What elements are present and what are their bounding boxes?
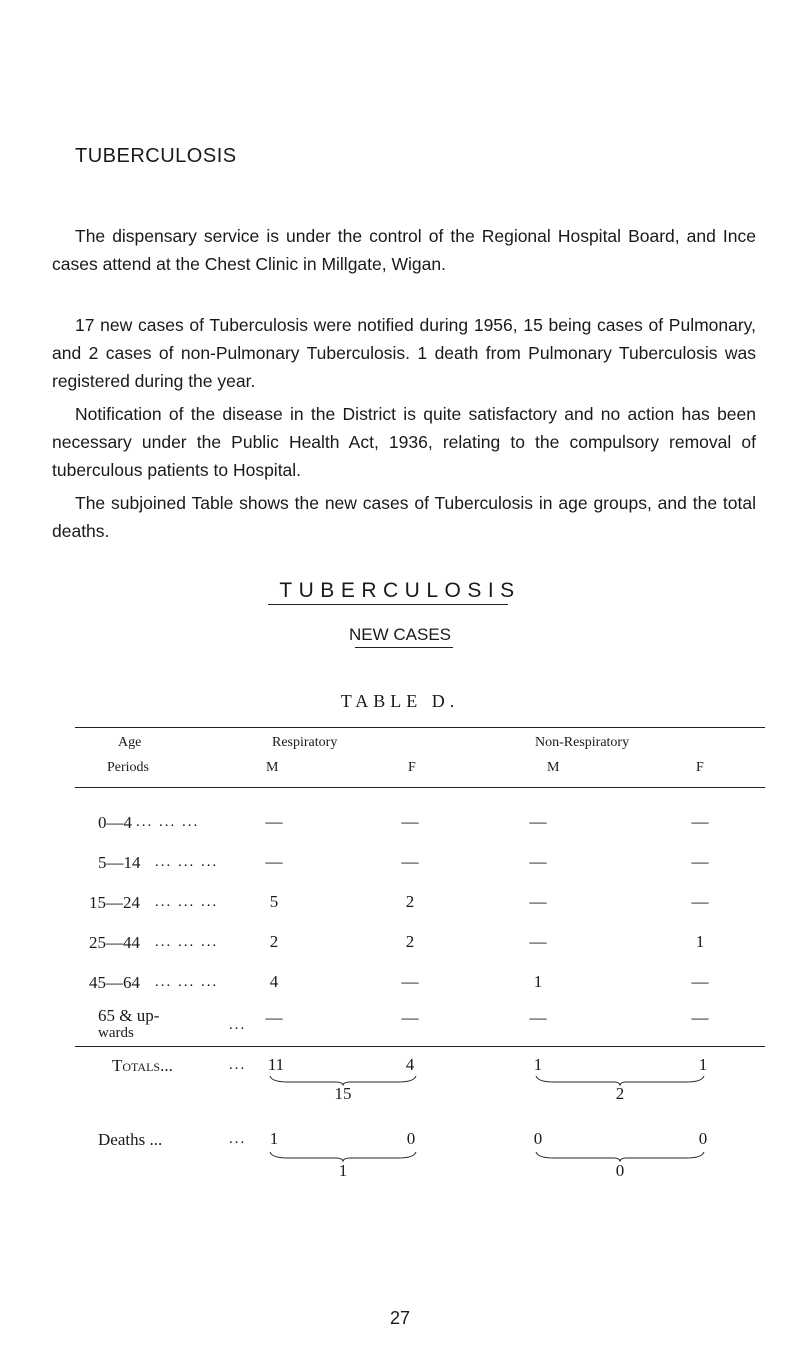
row-leader-dots: ... ... ... (155, 854, 219, 870)
deaths-resp-sum: 1 (338, 1161, 348, 1180)
row-leader-dots: ... ... ... (155, 974, 219, 990)
deaths-leader-dots: ... (229, 1131, 247, 1147)
cell-non-f: — (691, 892, 709, 911)
cell-resp-f: — (401, 972, 419, 991)
deaths-non-m: 0 (533, 1129, 543, 1148)
row-leader-dots: ... ... ... (136, 814, 200, 830)
cell-non-f: — (691, 1008, 709, 1027)
row-label: 45—64 (89, 973, 140, 992)
table-title-underline (268, 604, 508, 605)
header-resp-f: F (408, 760, 416, 775)
totals-leader-dots: ... (229, 1057, 247, 1073)
cell-non-m: — (529, 932, 547, 951)
cell-resp-f: 2 (405, 932, 415, 951)
cell-non-m: — (529, 852, 547, 871)
cell-non-f: 1 (695, 932, 705, 951)
paragraph-table-intro: The subjoined Table shows the new cases of Tuberculosis in age groups, and the total deaths. (52, 493, 756, 541)
row-label: 5—14 (98, 853, 141, 872)
deaths-resp-m: 1 (269, 1129, 279, 1148)
cell-resp-m: 2 (269, 932, 279, 951)
deaths-resp-f: 0 (406, 1129, 416, 1148)
totals-non-f: 1 (698, 1055, 708, 1074)
paragraph-notification: Notification of the disease in the District is quite satisfactory and no action has been necessary under the Public Health Act, 1936, relating to the compulsory removal of tuberculous patients to Hospital. (52, 404, 756, 480)
row-label: 25—44 (89, 933, 140, 952)
deaths-non-f: 0 (698, 1129, 708, 1148)
deaths-label: Deaths ... (98, 1130, 163, 1149)
page-number: 27 (389, 1308, 411, 1328)
row-label: 15—24 (89, 893, 140, 912)
row-label: 65 & up- (98, 1006, 160, 1025)
table-top-rule (75, 727, 765, 728)
cell-resp-f: — (401, 812, 419, 831)
totals-resp-m: 11 (267, 1055, 285, 1074)
totals-non-m: 1 (533, 1055, 543, 1074)
row-leader-dots: ... (229, 1017, 247, 1033)
table-totals-rule (75, 1046, 765, 1047)
page-heading: TUBERCULOSIS (75, 145, 237, 167)
row-label: 0—4 (98, 813, 132, 832)
totals-label: Totals... (112, 1056, 173, 1075)
row-leader-dots: ... ... ... (155, 934, 219, 950)
header-non-respiratory: Non-Respiratory (535, 735, 630, 750)
paragraph-new-cases: 17 new cases of Tuberculosis were notified during 1956, 15 being cases of Pulmonary, and 2 cases of non-Pulmonary Tuberculosis. 1 death from Pulmonary Tuberculosis was registered during the year. (52, 315, 756, 391)
header-respiratory: Respiratory (272, 735, 338, 750)
cell-resp-m: — (265, 812, 283, 831)
totals-resp-sum: 15 (334, 1084, 352, 1103)
cell-resp-f: — (401, 852, 419, 871)
table-subtitle: NEW CASES (348, 625, 452, 644)
cell-non-f: — (691, 852, 709, 871)
cell-non-f: — (691, 812, 709, 831)
cell-resp-m: — (265, 852, 283, 871)
totals-resp-f: 4 (405, 1055, 415, 1074)
cell-non-m: 1 (533, 972, 543, 991)
cell-non-m: — (529, 812, 547, 831)
cell-non-m: — (529, 892, 547, 911)
table-title: TUBERCULOSIS (279, 579, 521, 602)
cell-resp-m: 4 (269, 972, 279, 991)
header-non-m: M (547, 760, 560, 775)
cell-non-f: — (691, 972, 709, 991)
row-leader-dots: ... ... ... (155, 894, 219, 910)
table-label: TABLE D. (340, 691, 460, 711)
totals-non-sum: 2 (615, 1084, 625, 1103)
table-subtitle-underline (355, 647, 453, 648)
header-resp-m: M (266, 760, 279, 775)
row-label-continuation: wards (98, 1025, 134, 1041)
paragraph-dispensary: The dispensary service is under the control of the Regional Hospital Board, and Ince cases attend at the Chest Clinic in Millgate, Wigan. (52, 226, 756, 274)
cell-resp-m: — (265, 1008, 283, 1027)
header-periods: Periods (107, 760, 149, 775)
table-header-rule (75, 787, 765, 788)
header-age: Age (118, 735, 142, 750)
cell-resp-f: 2 (405, 892, 415, 911)
cell-non-m: — (529, 1008, 547, 1027)
header-non-f: F (696, 760, 704, 775)
cell-resp-m: 5 (269, 892, 279, 911)
cell-resp-f: — (401, 1008, 419, 1027)
deaths-non-sum: 0 (615, 1161, 625, 1180)
